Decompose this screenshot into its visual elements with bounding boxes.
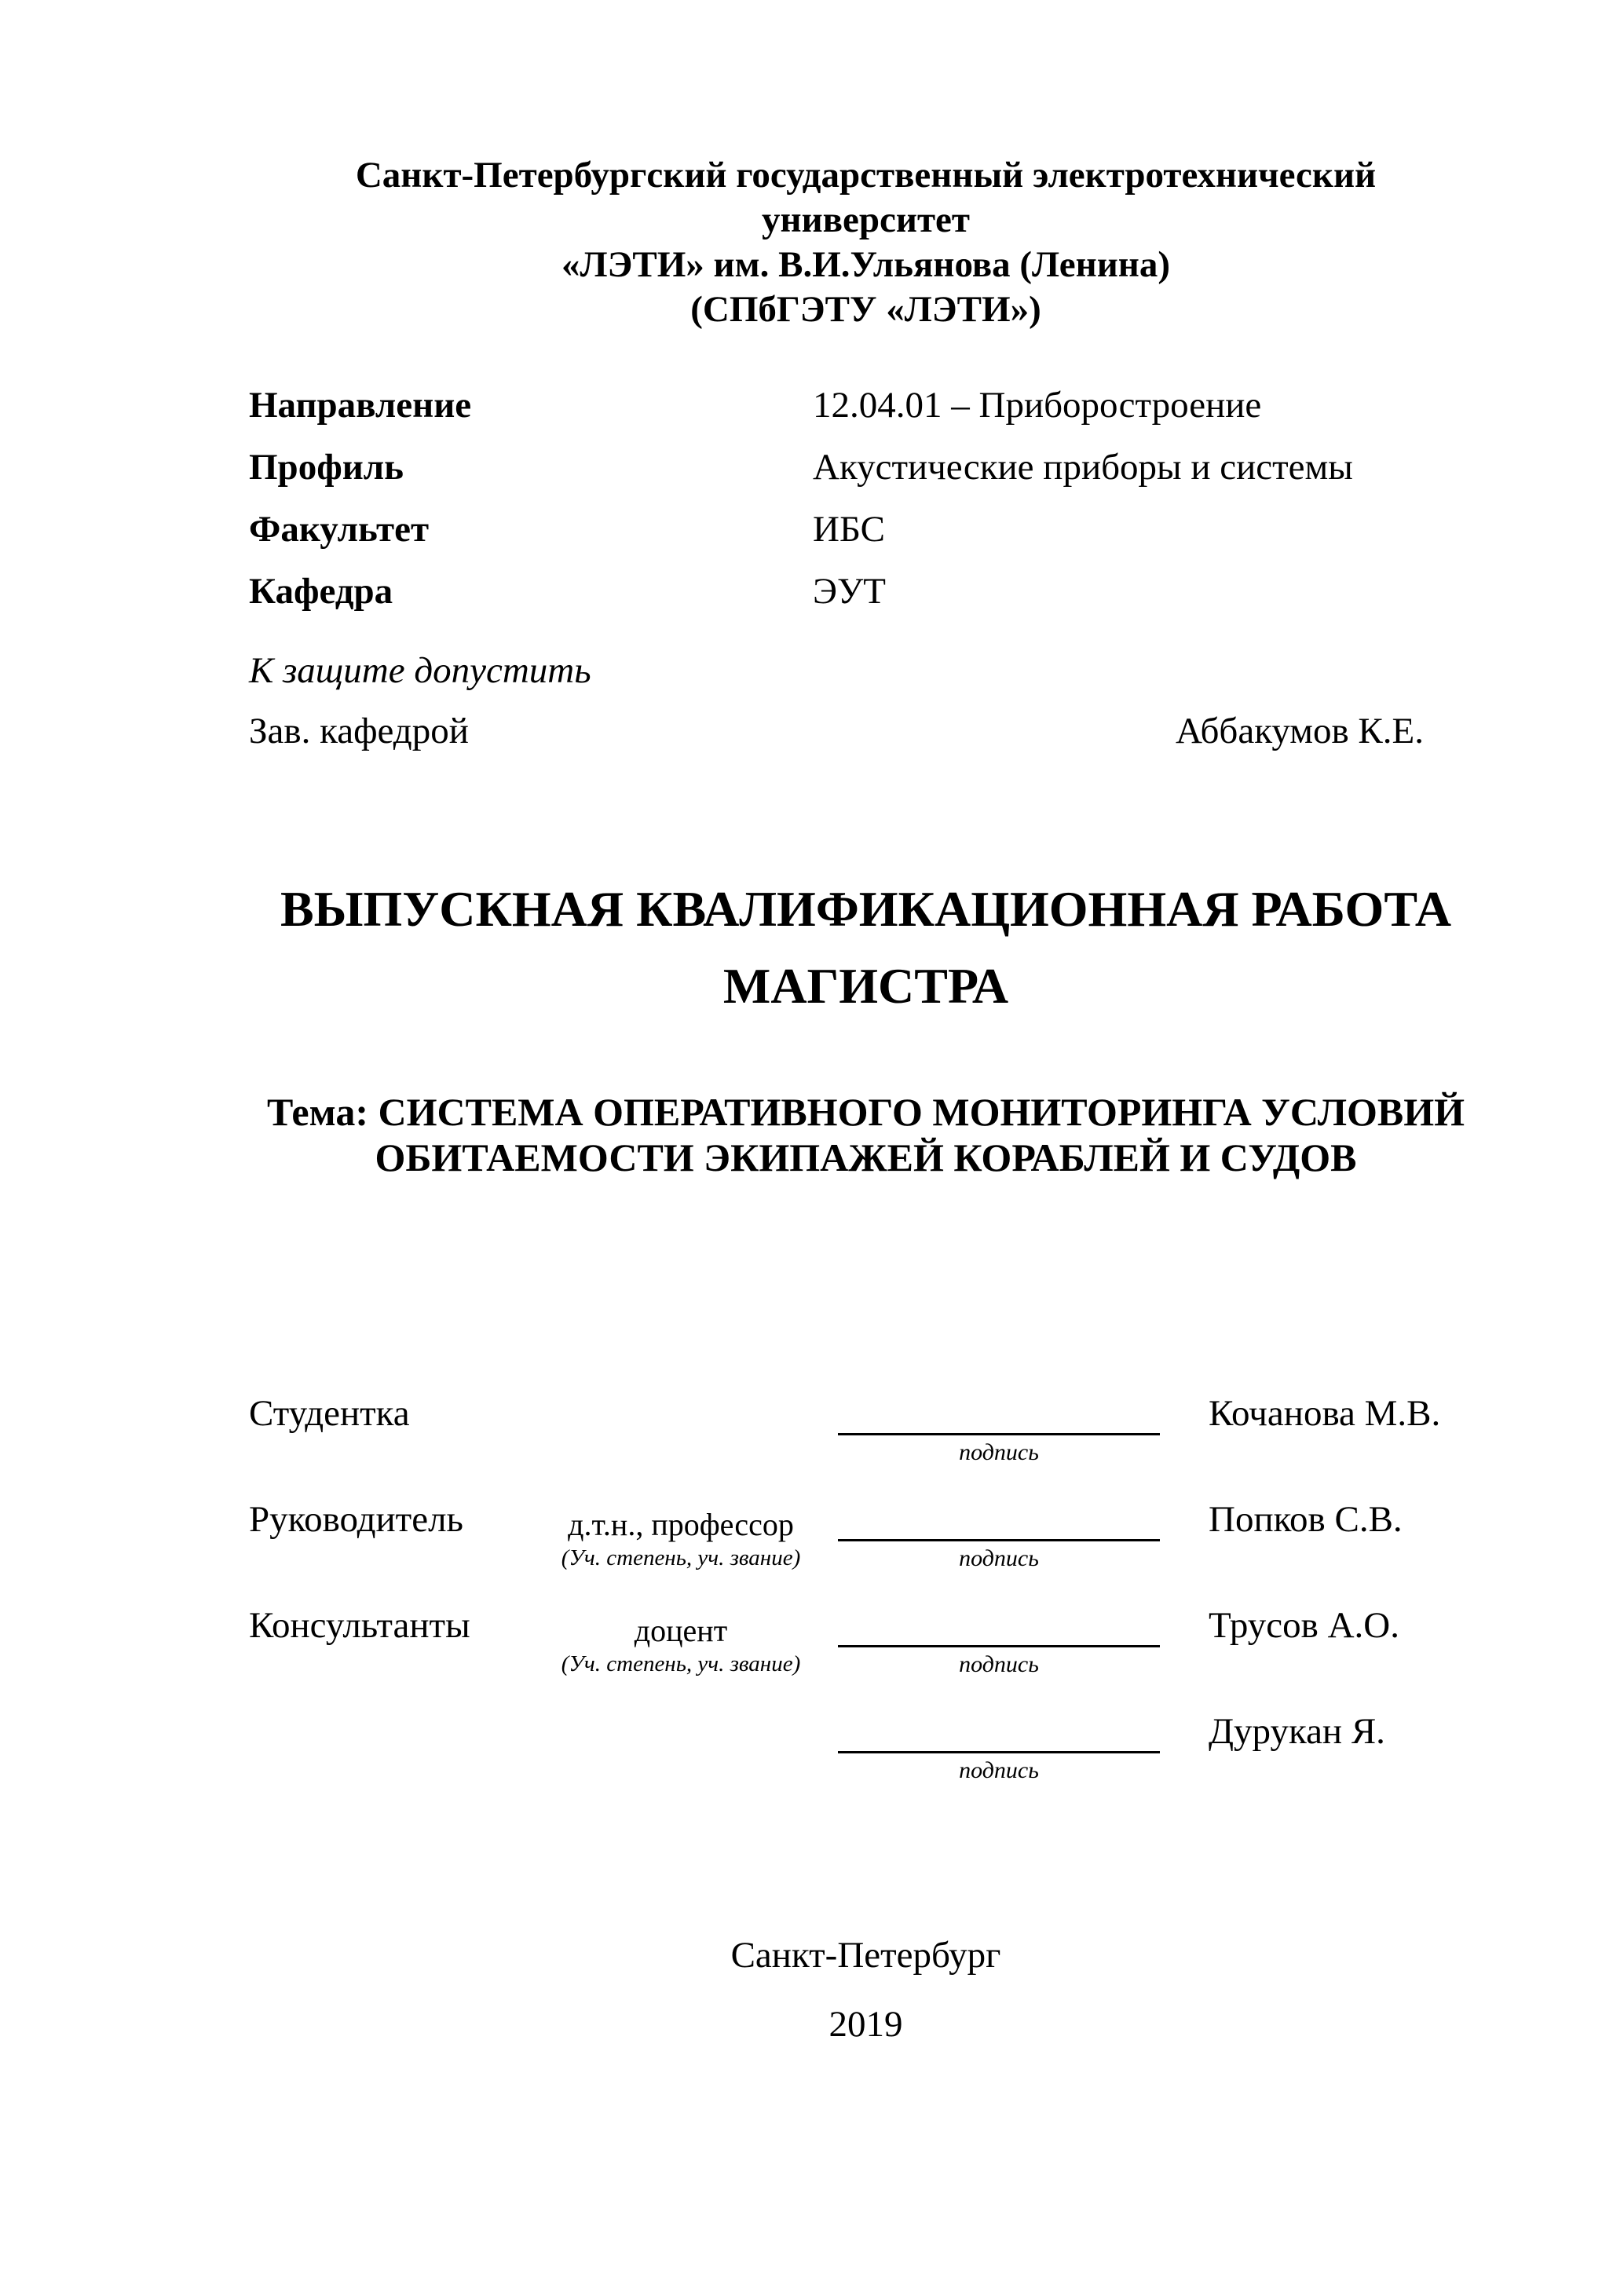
consultant-1-degree: доцент	[634, 1613, 728, 1648]
student-degree-cell	[555, 1392, 807, 1400]
university-abbreviation: (СПбГЭТУ «ЛЭТИ»)	[690, 289, 1041, 330]
work-theme-line-2: ОБИТАЕМОСТИ ЭКИПАЖЕЙ КОРАБЛЕЙ И СУДОВ	[375, 1135, 1357, 1179]
footer-city: Санкт-Петербург	[730, 1935, 1001, 1976]
signature-row-student	[249, 1392, 1483, 1467]
student-signature-line	[838, 1433, 1160, 1435]
consultants-role-label: Консультанты	[249, 1605, 470, 1646]
consultant-2-signature-line	[838, 1751, 1160, 1753]
direction-label: Направление	[249, 385, 472, 426]
consultant-2-signature-cell	[807, 1710, 1209, 1785]
department-value: ЭУТ	[813, 571, 887, 612]
work-title-line-1: ВЫПУСКНАЯ КВАЛИФИКАЦИОННАЯ РАБОТА	[280, 881, 1452, 937]
student-name: Кочанова М.В.	[1209, 1393, 1441, 1434]
work-theme-line-1: Тема: СИСТЕМА ОПЕРАТИВНОГО МОНИТОРИНГА УСЛОВИЙ	[266, 1090, 1465, 1134]
admission-row	[249, 710, 1483, 753]
head-of-department-name: Аббакумов К.Е.	[1175, 711, 1424, 751]
supervisor-signature-hint: подпись	[959, 1545, 1039, 1571]
supervisor-degree-cell	[555, 1498, 807, 1572]
head-of-department-label: Зав. кафедрой	[249, 711, 469, 751]
field-row-department	[249, 573, 1483, 610]
supervisor-signature-line	[838, 1539, 1160, 1541]
work-title	[249, 871, 1483, 1025]
programme-fields	[249, 387, 1483, 610]
footer-year: 2019	[828, 2004, 903, 2045]
profile-label: Профиль	[249, 447, 404, 488]
consultant-2-role-label	[249, 1710, 555, 1713]
work-theme	[249, 1089, 1483, 1180]
signatures-block	[249, 1392, 1483, 1785]
admission-block	[249, 649, 1483, 753]
direction-value: 12.04.01 – Приборостроение	[813, 385, 1262, 426]
field-row-direction	[249, 387, 1483, 424]
consultant-1-signature-line	[838, 1645, 1160, 1647]
student-signature-cell	[807, 1392, 1209, 1467]
consultant-1-signature-hint: подпись	[959, 1651, 1039, 1677]
university-name: Санкт-Петербургский государственный электротехнический университет	[355, 155, 1377, 240]
work-title-line-2: МАГИСТРА	[722, 958, 1009, 1014]
faculty-label: Факультет	[249, 509, 430, 550]
signature-row-consultant-1	[249, 1604, 1483, 1679]
consultant-2-name: Дурукан Я.	[1209, 1711, 1385, 1752]
university-name-leti: «ЛЭТИ» им. В.И.Ульянова (Ленина)	[561, 244, 1171, 285]
signature-row-consultant-2	[249, 1710, 1483, 1785]
consultant-2-degree-cell	[555, 1710, 807, 1718]
department-label: Кафедра	[249, 571, 393, 612]
university-header	[249, 153, 1483, 332]
faculty-value: ИБС	[813, 509, 885, 550]
supervisor-role-label: Руководитель	[249, 1499, 463, 1540]
consultant-1-degree-cell	[555, 1604, 807, 1678]
consultant-1-degree-hint: (Уч. степень, уч. звание)	[561, 1651, 801, 1676]
supervisor-name: Попков С.В.	[1209, 1499, 1403, 1540]
profile-value: Акустические приборы и системы	[813, 447, 1353, 488]
field-row-faculty	[249, 511, 1483, 548]
consultant-1-signature-cell	[807, 1604, 1209, 1679]
signature-row-supervisor	[249, 1498, 1483, 1573]
supervisor-signature-cell	[807, 1498, 1209, 1573]
supervisor-degree: д.т.н., профессор	[568, 1507, 794, 1542]
consultant-2-signature-hint: подпись	[959, 1757, 1039, 1783]
field-row-profile	[249, 449, 1483, 486]
document-footer	[249, 1934, 1483, 2046]
student-role-label: Студентка	[249, 1393, 410, 1434]
supervisor-degree-hint: (Уч. степень, уч. звание)	[561, 1545, 801, 1570]
admission-note: К защите допустить	[249, 650, 591, 691]
consultant-1-name: Трусов А.О.	[1209, 1605, 1399, 1646]
student-signature-hint: подпись	[959, 1439, 1039, 1465]
